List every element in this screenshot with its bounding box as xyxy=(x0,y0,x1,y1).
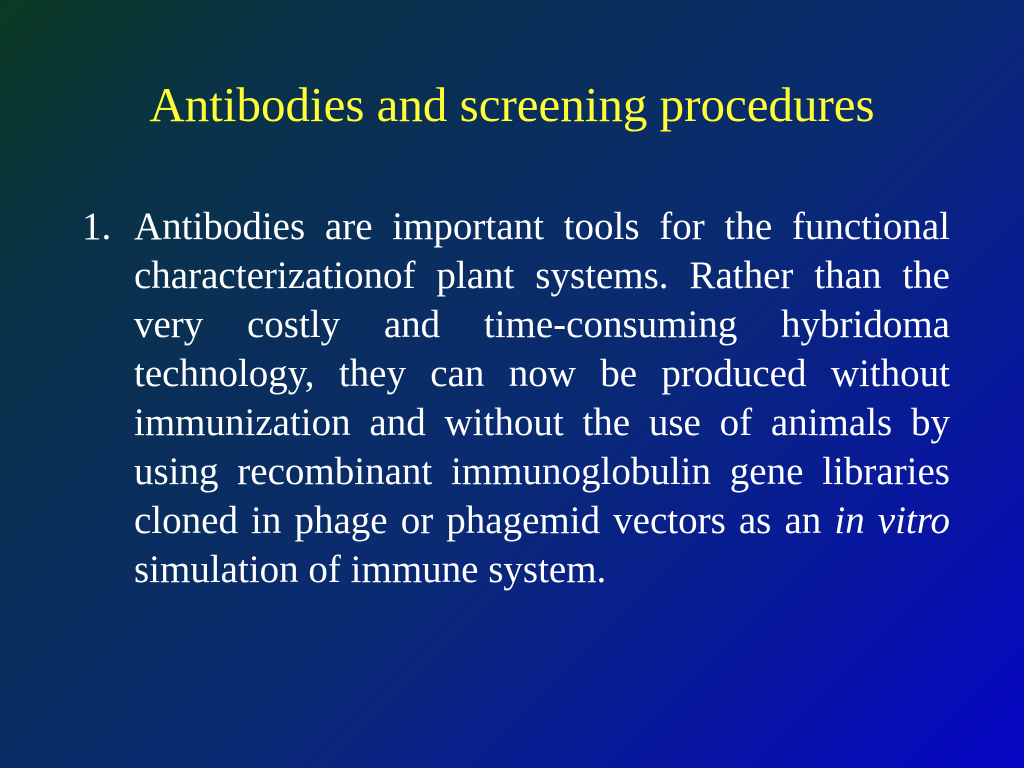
list-item-text-after: simulation of immune system. xyxy=(134,548,607,591)
slide-title: Antibodies and screening procedures xyxy=(149,77,875,132)
numbered-list xyxy=(82,202,950,594)
list-item-number: 1. xyxy=(82,205,112,248)
list-item-text xyxy=(134,202,950,594)
list-item xyxy=(82,202,950,594)
list-item-emphasis: in vitro xyxy=(834,499,950,542)
list-item-text-before: Antibodies are important tools for the functional characterizationof plant systems. Rather than the very costly and time-consuming hybridoma technology, they can now be produced without immunization and without the use of animals by using recombinant immunoglobulin gene libraries cloned in phage or phagemid vectors as an xyxy=(134,205,950,542)
